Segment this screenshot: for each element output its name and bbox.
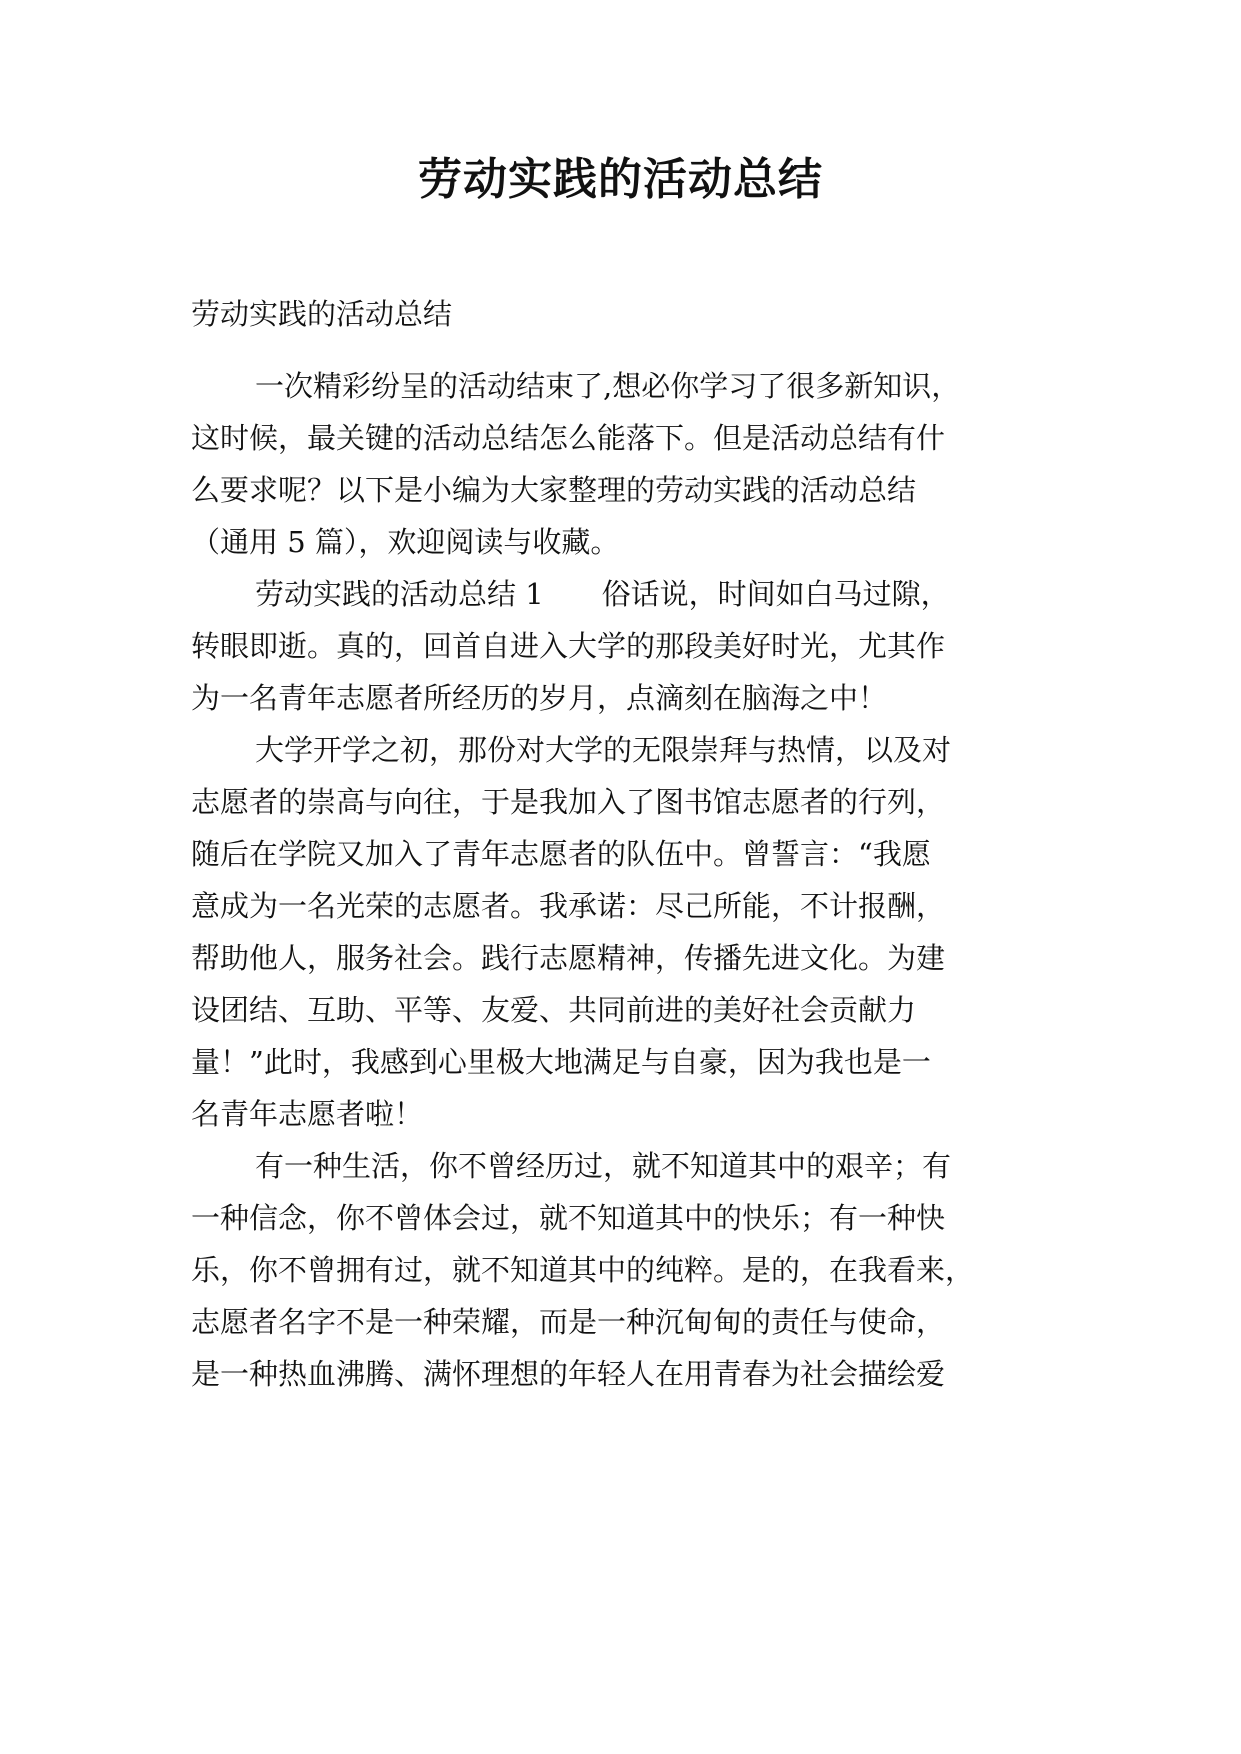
paragraph-4-line-4: 志愿者名字不是一种荣耀，而是一种沉甸甸的责任与使命， [191,1305,946,1339]
paragraph-1-line-4: （通用 5 篇），欢迎阅读与收藏。 [191,525,620,559]
paragraph-4-line-2: 一种信念，你不曾体会过，就不知道其中的快乐；有一种快 [191,1201,946,1235]
paragraph-3-line-3: 随后在学院又加入了青年志愿者的队伍中。曾誓言：“我愿 [191,837,931,871]
paragraph-1-line-3: 么要求呢？以下是小编为大家整理的劳动实践的活动总结 [191,473,917,507]
paragraph-3-line-4: 意成为一名光荣的志愿者。我承诺：尽己所能，不计报酬， [191,889,946,923]
paragraph-1-line-2: 这时候，最关键的活动总结怎么能落下。但是活动总结有什 [191,421,946,455]
paragraph-4-line-3: 乐，你不曾拥有过，就不知道其中的纯粹。是的，在我看来， [191,1253,975,1287]
paragraph-4-line-5: 是一种热血沸腾、满怀理想的年轻人在用青春为社会描绘爱 [191,1357,946,1391]
paragraph-3-line-8: 名青年志愿者啦！ [191,1097,424,1131]
paragraph-3-line-5: 帮助他人，服务社会。践行志愿精神，传播先进文化。为建 [191,941,946,975]
paragraph-2-line-2: 转眼即逝。真的，回首自进入大学的那段美好时光，尤其作 [191,629,946,663]
paragraph-3-line-6: 设团结、互助、平等、友爱、共同前进的美好社会贡献力 [191,993,917,1027]
document-title: 劳动实践的活动总结 [418,154,823,205]
paragraph-3-line-7: 量！”此时，我感到心里极大地满足与自豪，因为我也是一 [191,1045,931,1079]
paragraph-4-line-1: 有一种生活，你不曾经历过，就不知道其中的艰辛；有 [255,1149,952,1183]
paragraph-3-line-1: 大学开学之初，那份对大学的无限崇拜与热情，以及对 [255,733,952,767]
paragraph-3-line-2: 志愿者的崇高与向往，于是我加入了图书馆志愿者的行列， [191,785,946,819]
paragraph-2-line-3: 为一名青年志愿者所经历的岁月，点滴刻在脑海之中！ [191,681,888,715]
document-subtitle: 劳动实践的活动总结 [191,297,453,331]
paragraph-2-line-1: 劳动实践的活动总结 1 俗话说，时间如白马过隙， [255,577,950,611]
paragraph-1-line-1: 一次精彩纷呈的活动结束了,想必你学习了很多新知识， [255,369,961,403]
